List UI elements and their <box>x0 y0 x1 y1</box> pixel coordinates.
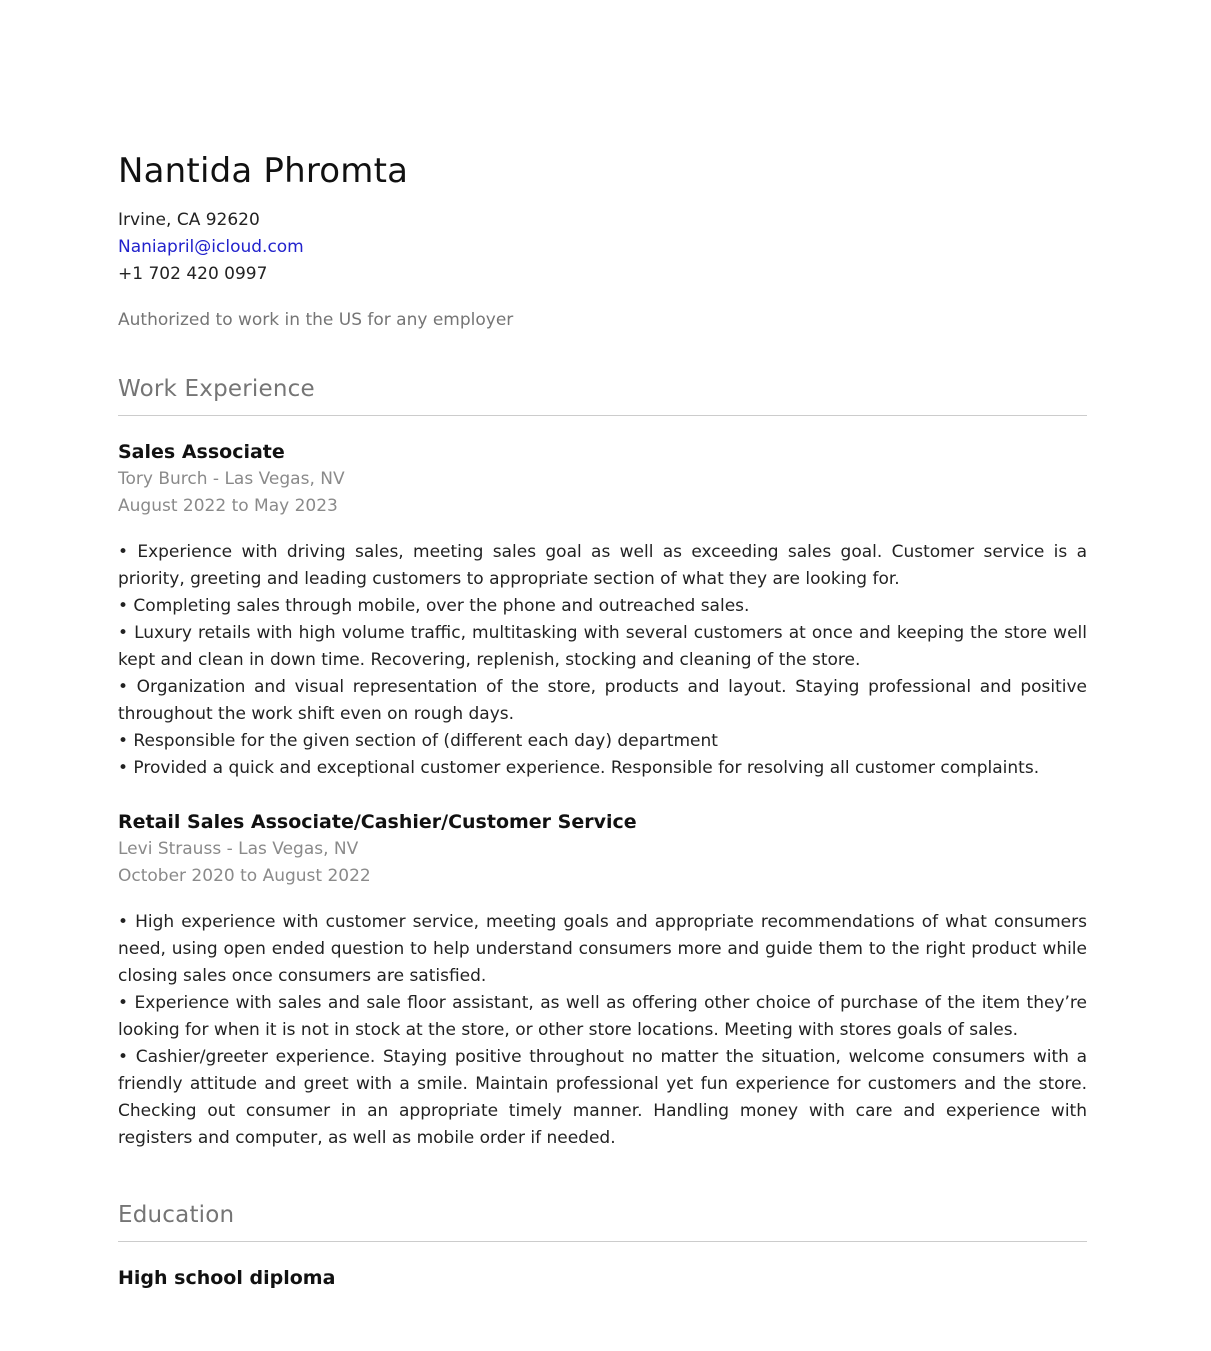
work-experience-heading: Work Experience <box>118 376 1087 416</box>
job-dates: October 2020 to August 2022 <box>118 865 371 886</box>
education-section <box>118 1202 1087 1292</box>
email-link[interactable]: Naniapril@icloud.com <box>118 236 304 257</box>
candidate-location: Irvine, CA 92620 <box>118 209 260 230</box>
job-company-location: Levi Strauss - Las Vegas, NV <box>118 838 359 859</box>
education-heading: Education <box>118 1202 1087 1242</box>
job-bullet: • Experience with driving sales, meeting sales goal as well as exceeding sales goal. Customer service is a priority, greeting and leading customers to appropriate section of what they are looking for. <box>118 541 1087 589</box>
job-bullet: • High experience with customer service, meeting goals and appropriate recommendations of what consumers need, using open ended question to help understand consumers more and guide them to the right product while closing sales once consumers are satisfied. <box>118 911 1087 986</box>
degree-title: High school diploma <box>118 1266 336 1289</box>
job-bullet: • Responsible for the given section of (different each day) department <box>118 730 718 751</box>
job-title: Retail Sales Associate/Cashier/Customer Service <box>118 810 637 833</box>
job-entry <box>118 809 1087 1152</box>
job-company-location: Tory Burch - Las Vegas, NV <box>118 468 345 489</box>
job-title: Sales Associate <box>118 440 285 463</box>
job-bullet: • Provided a quick and exceptional customer experience. Responsible for resolving all customer complaints. <box>118 757 1040 778</box>
contact-block <box>118 207 1087 288</box>
job-bullet: • Completing sales through mobile, over the phone and outreached sales. <box>118 595 750 616</box>
job-bullet: • Luxury retails with high volume traffic, multitasking with several customers at once and keeping the store well kept and clean in down time. Recovering, replenish, stocking and cleaning of the store. <box>118 622 1087 670</box>
candidate-email-line <box>118 234 1087 261</box>
candidate-phone: +1 702 420 0997 <box>118 263 268 284</box>
work-authorization-note: Authorized to work in the US for any employer <box>118 309 514 330</box>
job-bullet: • Cashier/greeter experience. Staying positive throughout no matter the situation, welcome consumers with a friendly attitude and greet with a smile. Maintain professional yet fun experience for customers and the store. Checking out consumer in an appropriate timely manner. Handling money with care and experience with registers and computer, as well as mobile order if needed. <box>118 1046 1087 1148</box>
job-bullet: • Organization and visual representation of the store, products and layout. Staying professional and positive throughout the work shift even on rough days. <box>118 676 1087 724</box>
job-bullet-list <box>118 539 1087 782</box>
job-entry <box>118 439 1087 782</box>
work-experience-section <box>118 376 1087 1152</box>
job-bullet-list <box>118 909 1087 1152</box>
candidate-name: Nantida Phromta <box>118 151 409 191</box>
job-dates: August 2022 to May 2023 <box>118 495 338 516</box>
job-bullet: • Experience with sales and sale floor assistant, as well as offering other choice of purchase of the item they’re looking for when it is not in stock at the store, or other store locations. Meeting with stores goals of sales. <box>118 992 1087 1040</box>
